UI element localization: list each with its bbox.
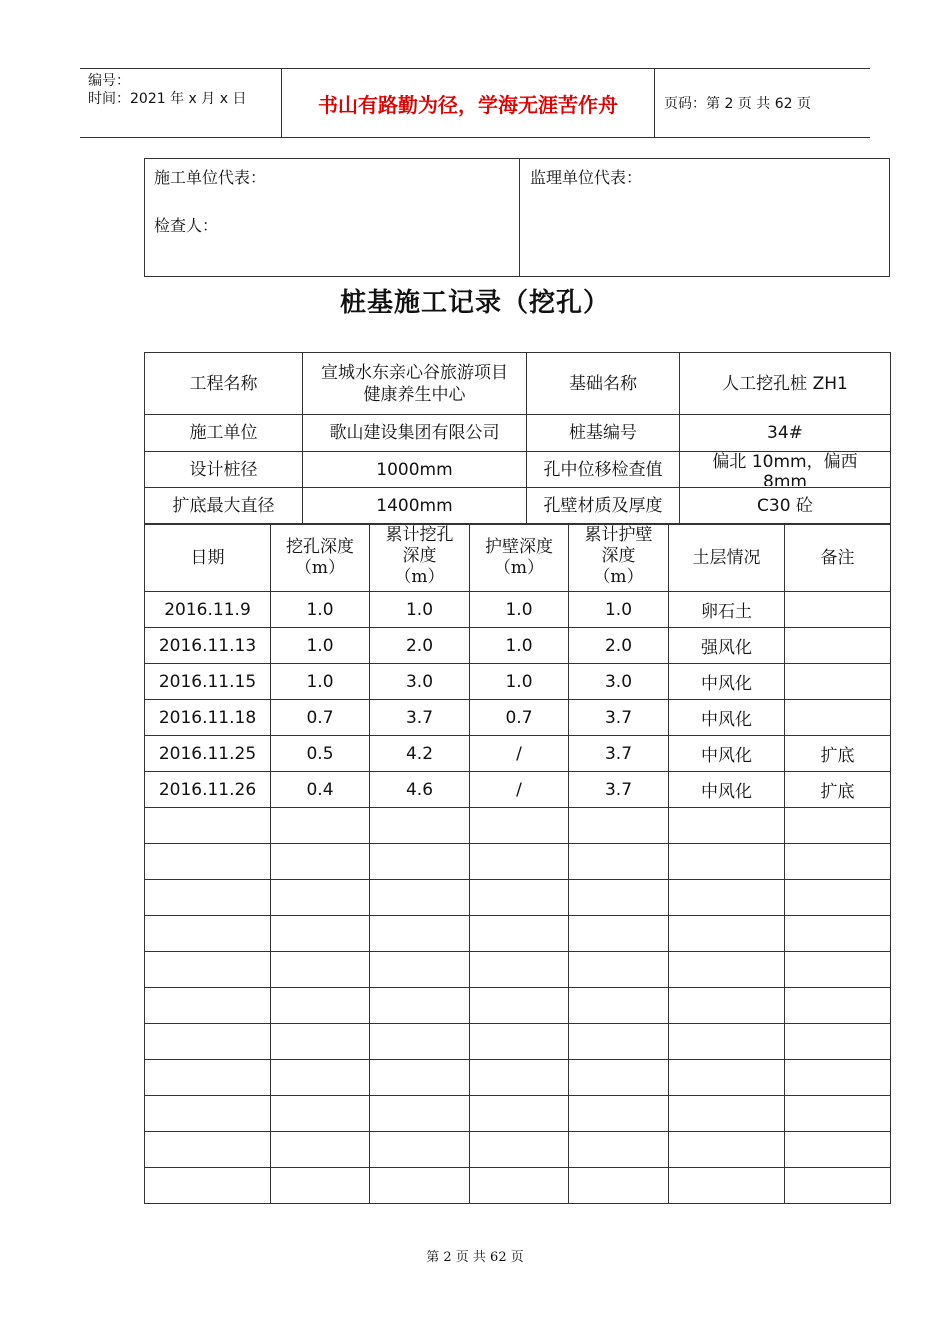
soil-cell: 中风化 [669, 700, 785, 736]
cum-dig-cell [370, 1168, 470, 1204]
remark-cell: 扩底 [785, 772, 891, 808]
date-cell: 2016.11.26 [145, 772, 271, 808]
table-row [145, 664, 891, 700]
remark-cell [785, 628, 891, 664]
col-dig-depth-l1: 挖孔深度 [286, 537, 354, 557]
cum-wall-cell [569, 880, 669, 916]
cum-wall-cell: 3.7 [569, 700, 669, 736]
remark-cell [785, 952, 891, 988]
cum-dig-cell [370, 916, 470, 952]
soil-cell [669, 844, 785, 880]
time-label: 时间：2021 年 x 月 x 日 [88, 91, 247, 107]
dig-depth-cell: 1.0 [271, 592, 370, 628]
page-label: 页码：第 2 页 共 62 页 [664, 96, 811, 112]
dig-depth-cell: 0.5 [271, 736, 370, 772]
date-cell [145, 1024, 271, 1060]
soil-cell [669, 1168, 785, 1204]
cum-wall-cell [569, 988, 669, 1024]
cum-wall-cell [569, 952, 669, 988]
soil-cell [669, 952, 785, 988]
col-wall-depth-l1: 护壁深度 [485, 537, 553, 557]
col-cum-dig-clip [370, 525, 469, 589]
foundation-name-value: 人工挖孔桩 ZH1 [680, 353, 891, 415]
dig-depth-cell [271, 1168, 370, 1204]
soil-cell [669, 1132, 785, 1168]
soil-cell [669, 988, 785, 1024]
offset-label: 孔中位移检查值 [527, 452, 680, 488]
date-cell [145, 988, 271, 1024]
cum-dig-cell [370, 1096, 470, 1132]
date-cell [145, 952, 271, 988]
wall-value: C30 砼 [680, 488, 891, 524]
pile-no-value: 34# [680, 415, 891, 452]
page-footer: 第 2 页 共 62 页 [426, 1250, 524, 1265]
cum-wall-cell [569, 1024, 669, 1060]
soil-cell [669, 916, 785, 952]
col-soil: 土层情况 [669, 525, 785, 592]
dig-depth-cell [271, 916, 370, 952]
wall-label: 孔壁材质及厚度 [527, 488, 680, 524]
motto: 书山有路勤为径，学海无涯苦作舟 [281, 69, 655, 137]
project-name-label: 工程名称 [145, 353, 303, 415]
cum-dig-cell [370, 1024, 470, 1060]
cum-wall-cell: 1.0 [569, 592, 669, 628]
table-body [145, 592, 891, 1204]
cum-dig-cell: 4.2 [370, 736, 470, 772]
table-row [145, 1132, 891, 1168]
max-dia-value: 1400mm [303, 488, 527, 524]
col-cum-wall-l2: 深度 [601, 546, 636, 566]
col-wall-depth-l2: （m） [493, 558, 545, 578]
wall-depth-cell [470, 1060, 569, 1096]
remark-cell [785, 988, 891, 1024]
dig-depth-cell: 1.0 [271, 664, 370, 700]
table-header-row [145, 525, 891, 592]
col-cum-wall-clip [569, 525, 668, 589]
wall-depth-cell [470, 880, 569, 916]
dig-depth-cell [271, 844, 370, 880]
cum-dig-cell: 1.0 [370, 592, 470, 628]
table-row [145, 808, 891, 844]
inspector-label: 检查人： [154, 216, 219, 235]
offset-clip [680, 452, 890, 486]
cum-wall-cell [569, 1096, 669, 1132]
dig-depth-cell [271, 880, 370, 916]
info-table [144, 352, 891, 524]
dig-depth-cell [271, 952, 370, 988]
dig-depth-cell [271, 1024, 370, 1060]
wall-depth-cell: / [470, 772, 569, 808]
project-name-line1: 宣城水东亲心谷旅游项目 [321, 362, 508, 383]
col-dig-depth [271, 525, 370, 592]
col-remark: 备注 [785, 525, 891, 592]
remark-cell [785, 592, 891, 628]
soil-cell: 中风化 [669, 736, 785, 772]
remark-cell [785, 916, 891, 952]
table-row [145, 952, 891, 988]
page-title: 桩基施工记录（挖孔） [339, 288, 610, 318]
dig-depth-cell [271, 1132, 370, 1168]
offset-line2: 8mm [763, 472, 807, 486]
date-cell [145, 1060, 271, 1096]
pile-no-label: 桩基编号 [527, 415, 680, 452]
cum-dig-cell: 3.7 [370, 700, 470, 736]
soil-cell [669, 808, 785, 844]
cum-wall-cell: 3.0 [569, 664, 669, 700]
table-row [145, 1096, 891, 1132]
header-meta [88, 72, 246, 108]
design-dia-label: 设计桩径 [145, 452, 303, 488]
dig-depth-cell [271, 988, 370, 1024]
remark-cell [785, 808, 891, 844]
wall-depth-cell [470, 916, 569, 952]
table-row [145, 592, 891, 628]
remark-cell [785, 1096, 891, 1132]
cum-wall-cell [569, 916, 669, 952]
soil-cell [669, 1060, 785, 1096]
dig-depth-cell: 0.4 [271, 772, 370, 808]
code-label: 编号： [88, 73, 130, 89]
remark-cell [785, 844, 891, 880]
date-cell: 2016.11.18 [145, 700, 271, 736]
table-row [145, 844, 891, 880]
cum-wall-cell: 2.0 [569, 628, 669, 664]
max-dia-label: 扩底最大直径 [145, 488, 303, 524]
supervisor-rep-label: 监理单位代表： [530, 168, 643, 187]
soil-cell [669, 880, 785, 916]
remark-cell [785, 1168, 891, 1204]
table-row [145, 772, 891, 808]
remark-cell: 扩底 [785, 736, 891, 772]
remark-cell [785, 700, 891, 736]
col-cum-wall-l1: 累计护壁 [584, 525, 653, 545]
excavation-table [144, 524, 891, 1204]
col-dig-depth-l2: （m） [294, 558, 346, 578]
wall-depth-cell [470, 1168, 569, 1204]
wall-depth-cell: 1.0 [470, 592, 569, 628]
cum-wall-cell [569, 1060, 669, 1096]
project-name-line2: 健康养生中心 [363, 384, 466, 405]
dig-depth-cell [271, 1096, 370, 1132]
wall-depth-cell [470, 1096, 569, 1132]
remark-cell [785, 1024, 891, 1060]
date-cell: 2016.11.13 [145, 628, 271, 664]
col-cum-dig-l3: （m） [394, 567, 445, 587]
soil-cell: 强风化 [669, 628, 785, 664]
wall-depth-cell [470, 952, 569, 988]
table-row [145, 1024, 891, 1060]
col-cum-dig-l2: 深度 [402, 546, 437, 566]
table-row [145, 916, 891, 952]
contractor-label: 施工单位 [145, 415, 303, 452]
signature-box [144, 158, 890, 277]
wall-depth-cell [470, 1132, 569, 1168]
table-row [145, 736, 891, 772]
date-cell: 2016.11.25 [145, 736, 271, 772]
table-row [145, 988, 891, 1024]
wall-depth-cell [470, 844, 569, 880]
col-cum-dig [370, 525, 470, 592]
cum-dig-cell: 2.0 [370, 628, 470, 664]
cum-dig-cell [370, 952, 470, 988]
soil-cell [669, 1096, 785, 1132]
table-row [145, 880, 891, 916]
cum-wall-cell: 3.7 [569, 736, 669, 772]
remark-cell [785, 880, 891, 916]
date-cell [145, 1132, 271, 1168]
offset-line1: 偏北 10mm，偏西 [712, 452, 858, 472]
col-date: 日期 [145, 525, 271, 592]
cum-wall-cell [569, 1132, 669, 1168]
col-cum-wall-l3: （m） [593, 567, 644, 587]
soil-cell [669, 1024, 785, 1060]
offset-value [680, 452, 891, 488]
wall-depth-cell [470, 808, 569, 844]
cum-wall-cell [569, 1168, 669, 1204]
cum-dig-cell [370, 1132, 470, 1168]
date-cell [145, 916, 271, 952]
remark-cell [785, 664, 891, 700]
col-wall-depth [470, 525, 569, 592]
contractor-rep-label: 施工单位代表： [154, 168, 267, 187]
table-row [145, 628, 891, 664]
col-cum-wall [569, 525, 669, 592]
cum-wall-cell: 3.7 [569, 772, 669, 808]
table-row [145, 1060, 891, 1096]
date-cell [145, 880, 271, 916]
wall-depth-cell: 0.7 [470, 700, 569, 736]
dig-depth-cell: 0.7 [271, 700, 370, 736]
dig-depth-cell [271, 808, 370, 844]
cum-dig-cell [370, 844, 470, 880]
foundation-name-label: 基础名称 [527, 353, 680, 415]
date-cell [145, 808, 271, 844]
page-header [80, 68, 870, 138]
col-cum-dig-l1: 累计挖孔 [385, 525, 454, 545]
signature-divider [519, 159, 520, 276]
wall-depth-cell [470, 988, 569, 1024]
dig-depth-cell [271, 1060, 370, 1096]
soil-cell: 卵石土 [669, 592, 785, 628]
date-cell [145, 1096, 271, 1132]
cum-dig-cell: 3.0 [370, 664, 470, 700]
cum-wall-cell [569, 808, 669, 844]
soil-cell: 中风化 [669, 772, 785, 808]
cum-dig-cell: 4.6 [370, 772, 470, 808]
cum-wall-cell [569, 844, 669, 880]
date-cell [145, 844, 271, 880]
cum-dig-cell [370, 988, 470, 1024]
cum-dig-cell [370, 808, 470, 844]
cum-dig-cell [370, 880, 470, 916]
soil-cell: 中风化 [669, 664, 785, 700]
design-dia-value: 1000mm [303, 452, 527, 488]
date-cell: 2016.11.9 [145, 592, 271, 628]
table-row [145, 700, 891, 736]
remark-cell [785, 1132, 891, 1168]
dig-depth-cell: 1.0 [271, 628, 370, 664]
date-cell: 2016.11.15 [145, 664, 271, 700]
project-name-value [303, 353, 527, 415]
wall-depth-cell: 1.0 [470, 664, 569, 700]
table-row [145, 1168, 891, 1204]
wall-depth-cell [470, 1024, 569, 1060]
wall-depth-cell: / [470, 736, 569, 772]
wall-depth-cell: 1.0 [470, 628, 569, 664]
cum-dig-cell [370, 1060, 470, 1096]
remark-cell [785, 1060, 891, 1096]
date-cell [145, 1168, 271, 1204]
contractor-value: 歌山建设集团有限公司 [303, 415, 527, 452]
